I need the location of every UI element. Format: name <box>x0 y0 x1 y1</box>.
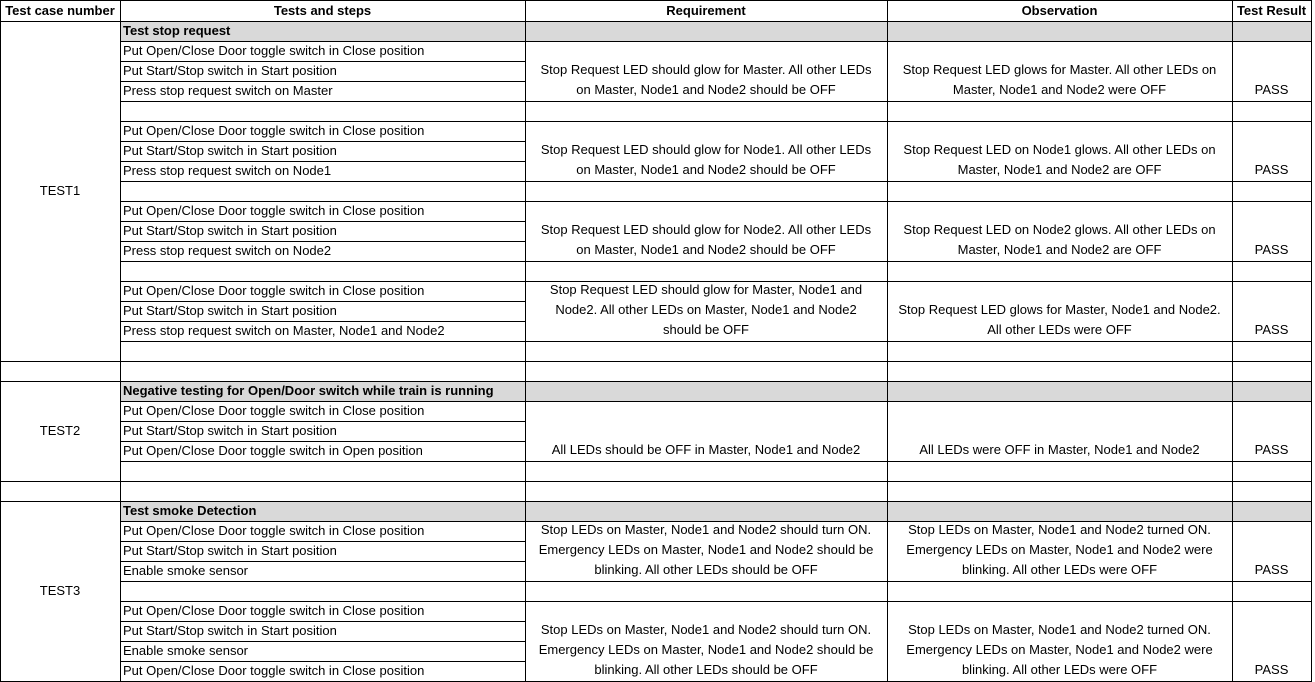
test-step: Put Start/Stop switch in Start position <box>123 143 337 158</box>
test-case-id: TEST1 <box>39 183 81 198</box>
test-step: Put Open/Close Door toggle switch in Close position <box>123 43 425 58</box>
observation-line: Stop Request LED glows for Master. All other LEDs on <box>902 62 1217 77</box>
test-step: Put Open/Close Door toggle switch in Close position <box>123 523 425 538</box>
test-case-id: TEST3 <box>39 583 81 598</box>
observation-line: Master, Node1 and Node2 are OFF <box>957 162 1162 177</box>
requirement-line: Stop Request LED should glow for Node1. All other LEDs <box>540 142 872 157</box>
observation-line: Emergency LEDs on Master, Node1 and Node2 were <box>906 542 1213 557</box>
requirement-line: blinking. All other LEDs should be OFF <box>594 662 818 677</box>
test-title: Negative testing for Open/Door switch while train is running <box>123 383 494 398</box>
test-step: Put Start/Stop switch in Start position <box>123 303 337 318</box>
requirement-line: Stop Request LED should glow for Node2. All other LEDs <box>540 222 872 237</box>
test-result <box>1232 201 1311 261</box>
requirement-line: Stop LEDs on Master, Node1 and Node2 should turn ON. <box>540 622 872 637</box>
grid-line <box>120 461 1312 462</box>
test-step: Put Open/Close Door toggle switch in Close position <box>123 403 425 418</box>
requirement-line: Emergency LEDs on Master, Node1 and Node2 should be <box>538 642 874 657</box>
header-requirement: Requirement <box>666 3 746 18</box>
test-step: Put Open/Close Door toggle switch in Close position <box>123 663 425 678</box>
grid-line <box>1311 0 1312 682</box>
test-step: Press stop request switch on Node1 <box>123 163 332 178</box>
test-step: Press stop request switch on Master, Node1 and Node2 <box>123 323 445 338</box>
observation-line: blinking. All other LEDs were OFF <box>961 662 1158 677</box>
grid-line <box>0 361 1312 362</box>
test-step: Put Start/Stop switch in Start position <box>123 543 337 558</box>
observation-line: All LEDs were OFF in Master, Node1 and Node2 <box>919 442 1200 457</box>
result-value: PASS <box>1254 662 1289 677</box>
observation-text <box>887 121 1232 181</box>
observation-line: Master, Node1 and Node2 were OFF <box>952 82 1167 97</box>
observation-line: Stop LEDs on Master, Node1 and Node2 turned ON. <box>908 522 1211 537</box>
test-step: Put Open/Close Door toggle switch in Close position <box>123 283 425 298</box>
grid-line <box>1232 0 1233 682</box>
result-value: PASS <box>1254 562 1289 577</box>
grid-line <box>120 581 1312 582</box>
test-step: Put Start/Stop switch in Start position <box>123 223 337 238</box>
requirement-line: Stop Request LED should glow for Master. All other LEDs <box>540 62 872 77</box>
observation-text <box>887 201 1232 261</box>
grid-line <box>0 0 1 682</box>
test-result <box>1232 521 1311 581</box>
test-step: Press stop request switch on Master <box>123 83 333 98</box>
observation-line: blinking. All other LEDs were OFF <box>961 562 1158 577</box>
grid-line <box>120 341 1312 342</box>
grid-line <box>120 181 1312 182</box>
requirement-text <box>525 201 887 261</box>
result-value: PASS <box>1254 442 1289 457</box>
requirement-text <box>525 121 887 181</box>
observation-line: Stop Request LED on Node2 glows. All other LEDs on <box>903 222 1216 237</box>
test-title: Test smoke Detection <box>123 503 257 518</box>
test-step: Enable smoke sensor <box>123 643 249 658</box>
header-observation: Observation <box>1021 3 1098 18</box>
requirement-line: Stop LEDs on Master, Node1 and Node2 should turn ON. <box>540 522 872 537</box>
requirement-text <box>525 521 887 581</box>
grid-line <box>525 0 526 682</box>
requirement-text <box>525 281 887 341</box>
result-value: PASS <box>1254 322 1289 337</box>
grid-line <box>0 0 1312 1</box>
test-result <box>1232 601 1311 681</box>
requirement-line: on Master, Node1 and Node2 should be OFF <box>576 82 836 97</box>
observation-text <box>887 401 1232 461</box>
requirement-line: on Master, Node1 and Node2 should be OFF <box>576 162 836 177</box>
test-case-id: TEST2 <box>39 423 81 438</box>
grid-line <box>0 21 1312 22</box>
grid-line <box>120 0 121 682</box>
observation-text <box>887 41 1232 101</box>
requirement-text <box>525 41 887 101</box>
result-value: PASS <box>1254 162 1289 177</box>
test-result <box>1232 121 1311 181</box>
grid-line <box>120 101 1312 102</box>
test-title: Test stop request <box>123 23 231 38</box>
requirement-line: should be OFF <box>663 322 749 337</box>
requirement-text <box>525 601 887 681</box>
observation-text <box>887 601 1232 681</box>
observation-text <box>887 281 1232 341</box>
grid-line <box>0 481 1312 482</box>
requirement-line: All LEDs should be OFF in Master, Node1 and Node2 <box>551 442 861 457</box>
requirement-line: Stop Request LED should glow for Master, Node1 and <box>549 282 863 297</box>
test-result <box>1232 281 1311 341</box>
observation-line: Stop Request LED on Node1 glows. All other LEDs on <box>903 142 1216 157</box>
result-value: PASS <box>1254 82 1289 97</box>
test-result <box>1232 41 1311 101</box>
test-step: Put Start/Stop switch in Start position <box>123 63 337 78</box>
observation-text <box>887 521 1232 581</box>
requirement-line: Emergency LEDs on Master, Node1 and Node2 should be <box>538 542 874 557</box>
test-step: Press stop request switch on Node2 <box>123 243 332 258</box>
observation-line: Stop Request LED glows for Master, Node1 and Node2. <box>898 302 1221 317</box>
observation-line: Master, Node1 and Node2 are OFF <box>957 242 1162 257</box>
observation-line: Stop LEDs on Master, Node1 and Node2 turned ON. <box>908 622 1211 637</box>
test-result <box>1232 401 1311 461</box>
grid-line <box>120 261 1312 262</box>
test-step: Put Start/Stop switch in Start position <box>123 423 337 438</box>
requirement-line: Node2. All other LEDs on Master, Node1 and Node2 <box>555 302 857 317</box>
header-tests-and-steps: Tests and steps <box>273 3 372 18</box>
requirement-line: blinking. All other LEDs should be OFF <box>594 562 818 577</box>
requirement-line: on Master, Node1 and Node2 should be OFF <box>576 242 836 257</box>
header-test-case-number: Test case number <box>5 3 115 18</box>
observation-line: All other LEDs were OFF <box>987 322 1132 337</box>
test-step: Enable smoke sensor <box>123 563 249 578</box>
requirement-text <box>525 401 887 461</box>
test-step: Put Open/Close Door toggle switch in Open position <box>123 443 423 458</box>
test-step: Put Open/Close Door toggle switch in Close position <box>123 603 425 618</box>
test-step: Put Open/Close Door toggle switch in Close position <box>123 203 425 218</box>
test-step: Put Start/Stop switch in Start position <box>123 623 337 638</box>
observation-line: Emergency LEDs on Master, Node1 and Node2 were <box>906 642 1213 657</box>
header-test-result: Test Result <box>1236 3 1307 18</box>
grid-line <box>887 0 888 682</box>
test-step: Put Open/Close Door toggle switch in Close position <box>123 123 425 138</box>
result-value: PASS <box>1254 242 1289 257</box>
